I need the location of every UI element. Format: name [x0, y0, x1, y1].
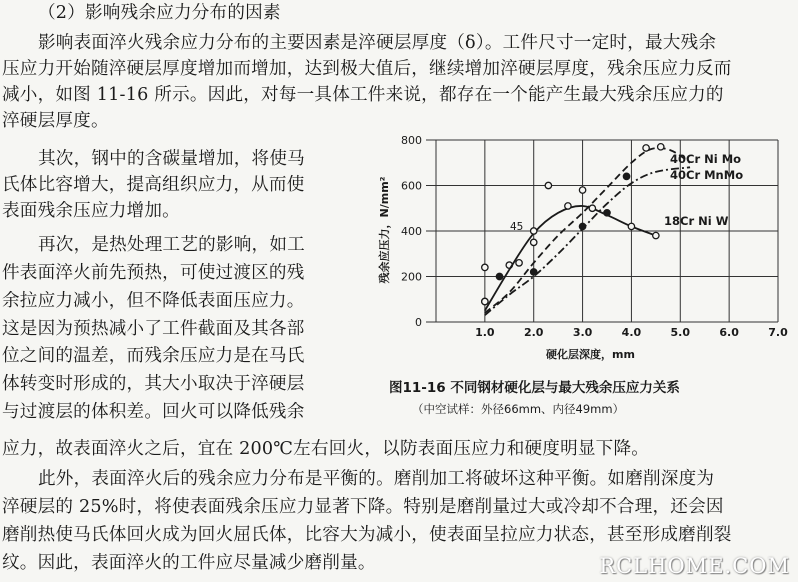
- data-point: [579, 223, 585, 229]
- data-point: [531, 269, 537, 275]
- series-label: 40Cr MnMo: [670, 168, 744, 182]
- data-point: [482, 298, 488, 304]
- x-tick-label: 2.0: [523, 326, 544, 339]
- watermark: RCLHOME.COM: [599, 554, 790, 578]
- data-point: [531, 239, 537, 245]
- series-label: 18Cr Ni W: [664, 214, 729, 228]
- data-point: [531, 228, 537, 234]
- y-tick-label: 800: [401, 134, 422, 147]
- data-point: [579, 187, 585, 193]
- text-line: 与过渡层的体积差。回火可以降低残余: [2, 402, 305, 422]
- data-point: [623, 173, 629, 179]
- text-line: 淬硬层厚度。: [2, 111, 109, 131]
- text-line: 件表面淬火前先预热，可使过渡区的残: [2, 263, 305, 283]
- y-axis-title: 残余应压力，N/mm²: [378, 176, 391, 284]
- text-line: 位之间的温差，而残余压应力是在马氏: [2, 346, 305, 366]
- data-point: [482, 264, 488, 270]
- data-point: [658, 144, 664, 150]
- text-line: 应力，故表面淬火之后，宜在 200℃左右回火，以防表面压应力和硬度明显下降。: [2, 439, 650, 459]
- text-line: 表面残余压应力增加。: [2, 201, 180, 221]
- x-tick-label: 4.0: [621, 326, 642, 339]
- x-tick-label: 7.0: [768, 326, 788, 339]
- y-tick-label: 400: [401, 225, 422, 238]
- x-tick-label: 1.0: [475, 326, 495, 339]
- text-line: 这是因为预热减小了工件截面及其各部: [2, 319, 305, 339]
- text-line: 再次，是热处理工艺的影响，如工: [38, 235, 305, 255]
- residual-stress-chart: [378, 132, 798, 372]
- section-heading: （2）影响残余应力分布的因素: [38, 3, 281, 23]
- text-line: 影响表面淬火残余应力分布的主要因素是淬硬层厚度（δ）。工件尺寸一定时，最大残余: [38, 33, 717, 53]
- x-axis-title: 硬化层深度，mm: [546, 348, 635, 361]
- text-line: 余拉应力减小，但不降低表面压应力。: [2, 291, 305, 311]
- data-point: [565, 203, 571, 209]
- data-point: [545, 182, 551, 188]
- y-tick-label: 0: [415, 316, 422, 329]
- data-point: [589, 205, 595, 211]
- series-line: [485, 167, 690, 315]
- x-tick-label: 6.0: [719, 326, 739, 339]
- x-tick-label: 3.0: [572, 326, 593, 339]
- data-point: [628, 223, 634, 229]
- data-point: [496, 273, 502, 279]
- y-tick-label: 200: [401, 270, 422, 284]
- data-point: [643, 145, 649, 151]
- text-line: 纹。因此，表面淬火的工件应尽量减少磨削量。: [2, 553, 376, 573]
- text-line: 氏体比容增大，提高组织应力，从而使: [2, 175, 305, 195]
- text-line: 此外，表面淬火后的残余应力分布是平衡的。磨削加工将破坏这种平衡。如磨削深度为: [38, 469, 715, 489]
- text-line: 压应力开始随淬硬层厚度增加而增加，达到极大值后，继续增加淬硬层厚度，残余压应力反而: [2, 59, 732, 79]
- x-tick-label: 5.0: [670, 326, 691, 339]
- text-line: 体转变时形成的，其大小取决于淬硬层: [2, 374, 305, 394]
- text-line: 淬硬层的 25%时，将使表面残余压应力显著下降。特别是磨削量过大或冷却不合理，还会因: [2, 497, 724, 517]
- series-label: 40Cr Ni Mo: [670, 152, 742, 166]
- figure-subcaption: （中空试样：外径66mm、内径49mm）: [412, 402, 625, 416]
- text-line: 减小，如图 11-16 所示。因此，对每一具体工件来说，都存在一个能产生最大残余压应力的: [2, 85, 724, 105]
- figure-caption: 图11-16 不同钢材硬化层与最大残余压应力关系: [389, 380, 680, 396]
- data-point: [516, 260, 522, 266]
- data-point: [653, 232, 659, 238]
- annotation-label: 45: [510, 221, 524, 233]
- text-line: 磨削热使马氏体回火成为回火屈氏体，比容大为减小，使表面呈拉应力状态，甚至形成磨削裂: [2, 525, 732, 545]
- text-line: 其次，钢中的含碳量增加，将使马: [38, 149, 305, 169]
- y-tick-label: 600: [401, 179, 422, 193]
